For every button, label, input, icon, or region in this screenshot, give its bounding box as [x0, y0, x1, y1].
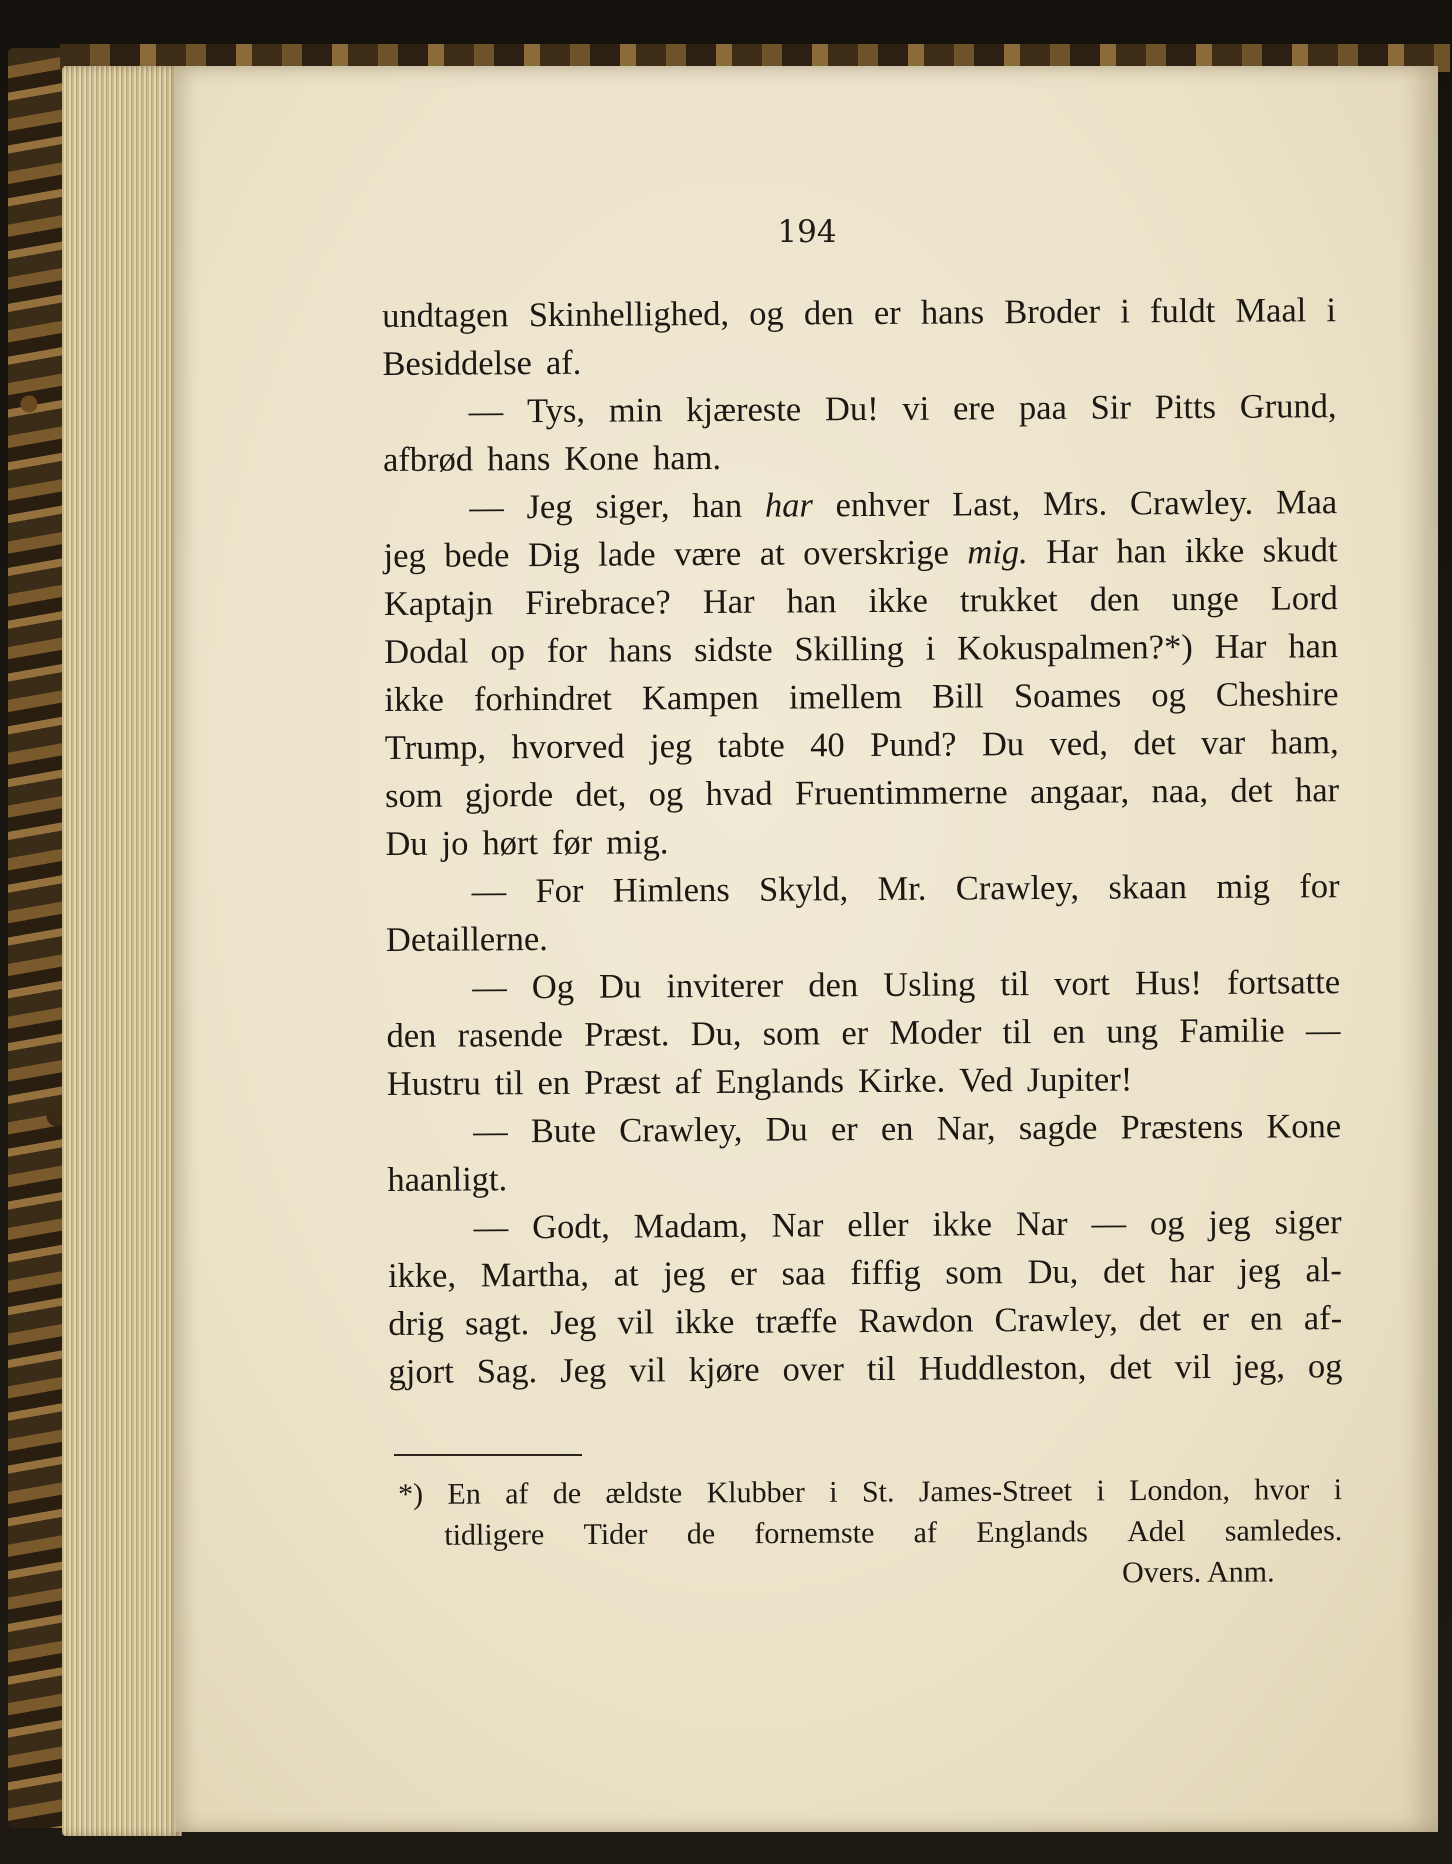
word: haanligt. [387, 1160, 508, 1199]
word: Jupiter! [1026, 1060, 1133, 1100]
text-line [383, 430, 1337, 484]
word: undtagen [382, 296, 509, 335]
word: hvor [1254, 1473, 1310, 1507]
word: Soames [1013, 676, 1122, 716]
text-line [384, 574, 1338, 628]
word: fortsatte [1226, 963, 1341, 1002]
word: Skinhellighed, [528, 294, 730, 335]
word: Last, [952, 485, 1021, 524]
word: jeg, [1233, 1347, 1286, 1386]
word: al- [1305, 1251, 1342, 1290]
word: at [759, 534, 785, 573]
word: hvad [705, 774, 773, 814]
word: Nar [771, 1206, 824, 1245]
word: bede [444, 536, 510, 575]
word: angaar, [1029, 772, 1130, 812]
word: Kone [1266, 1107, 1342, 1146]
word: som [384, 776, 443, 815]
text-line [387, 1054, 1341, 1108]
word: Trump, [384, 728, 487, 767]
word: ikke [384, 680, 445, 719]
word: Madam, [633, 1206, 748, 1246]
word: mig. [967, 533, 1028, 572]
word: er [1202, 1299, 1230, 1339]
word: Kone [564, 439, 640, 478]
word: en [1250, 1299, 1283, 1338]
text-line [385, 718, 1339, 772]
word: Besiddelse [382, 344, 533, 383]
word: og [648, 775, 684, 814]
text-line [386, 1006, 1340, 1060]
word: fornemste [754, 1516, 875, 1551]
word: det [1138, 1300, 1182, 1339]
word: vil [629, 1351, 666, 1390]
word: enhver [835, 485, 930, 525]
word: vi [902, 389, 930, 428]
word: har [1169, 1251, 1215, 1291]
word: for [546, 631, 588, 670]
word: Usling [883, 965, 976, 1004]
word: Klubber [706, 1475, 805, 1510]
word: tidligere [444, 1518, 545, 1552]
word: hans [920, 293, 985, 332]
text-line [383, 478, 1337, 532]
word: gjort [388, 1352, 454, 1391]
word: sidste [693, 630, 773, 670]
word: Pitts [1154, 387, 1217, 427]
word: det [1102, 1252, 1146, 1291]
word: Kokuspalmen?*) [956, 628, 1193, 668]
word: Adel [1127, 1514, 1186, 1549]
word: afbrød [382, 440, 474, 479]
word: mig [1216, 867, 1271, 906]
word: til [1000, 965, 1030, 1004]
word: Kaptajn [383, 584, 494, 623]
word: ham, [1270, 723, 1339, 762]
text-line [386, 958, 1340, 1012]
word: jeg [1208, 1203, 1251, 1242]
text-line [388, 1294, 1342, 1348]
text-line [382, 286, 1336, 340]
word: Har [1214, 627, 1267, 666]
text-line [387, 1102, 1341, 1156]
word: Dodal [384, 632, 469, 671]
word: overskrige [803, 533, 949, 573]
word: Crawley, [994, 1300, 1118, 1340]
word: — [471, 872, 507, 911]
word: en [1052, 1012, 1086, 1051]
word: Bill [931, 677, 984, 716]
word: — [473, 1208, 509, 1247]
text-line [385, 814, 1339, 868]
word: London, [1129, 1473, 1231, 1508]
word: vil [1174, 1347, 1212, 1387]
word: Præstens [1120, 1107, 1244, 1147]
word: Grund, [1239, 387, 1337, 426]
word: jeg [663, 1255, 706, 1294]
word: sagde [1018, 1108, 1098, 1148]
word: og [1307, 1347, 1343, 1386]
body-text [382, 286, 1343, 1396]
word: han [786, 582, 837, 621]
text-line [386, 910, 1340, 964]
word: Skyld, [758, 870, 849, 909]
word: Firebrace? [525, 583, 671, 623]
word: Skilling [794, 629, 904, 669]
word: paa [1018, 388, 1067, 428]
word: Cheshire [1215, 675, 1339, 714]
word: at [613, 1255, 639, 1294]
word: Har [1046, 532, 1099, 571]
text-line [384, 622, 1338, 676]
word: Mr. [877, 869, 927, 908]
word: rasende [457, 1015, 564, 1055]
word: Du [765, 1110, 808, 1149]
word: Nar, [936, 1109, 996, 1148]
word: Himlens [612, 870, 730, 910]
word: ikke [868, 581, 929, 621]
word: Rawdon [858, 1301, 974, 1341]
book-page [176, 66, 1438, 1832]
text-line [382, 334, 1336, 388]
word: ved, [1049, 724, 1109, 763]
word: de [552, 1477, 582, 1511]
word: af [674, 1063, 702, 1102]
word: det, [575, 775, 627, 814]
word: det [1133, 724, 1176, 763]
word: En [447, 1477, 481, 1511]
word: — [472, 968, 507, 1007]
word: jeg [649, 727, 693, 766]
word: tabte [717, 726, 785, 765]
word: og [1149, 1204, 1185, 1243]
word: over [782, 1350, 845, 1389]
text-line [383, 526, 1337, 580]
word: jo [441, 824, 469, 863]
word: fuldt [1149, 291, 1216, 331]
word: Martha, [480, 1255, 590, 1295]
word: imellem [788, 677, 903, 717]
text-line [388, 1246, 1342, 1300]
word: ung [1106, 1012, 1159, 1051]
word: og [749, 294, 784, 333]
word: Du [981, 725, 1025, 764]
word: Moder [889, 1013, 982, 1052]
word: den [808, 966, 859, 1005]
word: er [841, 1014, 869, 1053]
word: kjøre [688, 1350, 760, 1390]
word: Sir [1090, 388, 1131, 427]
word: — [468, 392, 504, 431]
word: skudt [1262, 531, 1338, 570]
text-line [383, 382, 1337, 436]
word: for [1299, 867, 1340, 906]
word: naa, [1151, 771, 1209, 811]
word: til [494, 1064, 524, 1103]
word: Sag. [476, 1352, 538, 1391]
word: ikke, [387, 1256, 457, 1295]
word: forhindret [473, 679, 613, 719]
text-line [386, 862, 1340, 916]
word: Crawley, [619, 1110, 743, 1150]
word: Har [702, 582, 755, 622]
word: Maal [1235, 291, 1307, 330]
word: i [1120, 292, 1130, 331]
word: gjorde [464, 775, 554, 815]
footnote-line [398, 1510, 1342, 1556]
word: Crawley. [1129, 483, 1254, 523]
word: og [1151, 676, 1186, 715]
word: skaan [1108, 868, 1188, 907]
word: Pund? [870, 725, 957, 765]
word: Crawley, [955, 868, 1080, 908]
word: han [692, 486, 743, 526]
text-line [387, 1150, 1341, 1204]
word: af- [1303, 1299, 1343, 1338]
word: er [873, 293, 901, 332]
word: i [1326, 291, 1337, 330]
word: hans [608, 631, 673, 670]
word: — [473, 1112, 508, 1151]
word: Jeg [550, 1303, 597, 1342]
word: kjæreste [686, 390, 802, 430]
word: i [829, 1475, 838, 1509]
word: Lord [1270, 579, 1338, 618]
word: ere [952, 389, 996, 428]
word: samledes. [1224, 1514, 1343, 1548]
word: som [945, 1253, 1003, 1292]
word: er [729, 1254, 758, 1293]
word: ikke [674, 1302, 735, 1342]
word: Englands [715, 1062, 845, 1101]
word: ældste [605, 1476, 683, 1510]
text-line [388, 1198, 1342, 1252]
word: Præst [583, 1063, 661, 1102]
word: mig. [606, 823, 669, 862]
word: drig [388, 1304, 444, 1343]
word: jeg [1238, 1251, 1281, 1290]
word: — [1305, 1011, 1341, 1050]
word: Kampen [641, 678, 759, 718]
word: Englands [976, 1515, 1088, 1549]
word: det [1109, 1348, 1152, 1387]
word: lade [598, 535, 656, 574]
word: Du, [690, 1014, 742, 1054]
footnote-signature: Overs. Anm. [1121, 1555, 1275, 1590]
word: hvorved [511, 727, 625, 767]
footnote-rule [394, 1454, 582, 1456]
text-line [388, 1342, 1342, 1396]
word: siger, [595, 487, 670, 526]
word: St. [861, 1475, 895, 1509]
word: Du [598, 967, 642, 1006]
word: Ved [959, 1061, 1013, 1100]
word: trukket [959, 580, 1058, 620]
word: min [608, 391, 663, 430]
word: er [830, 1110, 858, 1149]
word: den [803, 294, 854, 333]
word: den [386, 1016, 437, 1055]
word: en [537, 1063, 571, 1103]
word: til [866, 1349, 896, 1389]
word: var [1200, 723, 1246, 763]
word: Jeg [526, 487, 573, 527]
word: Hus! [1134, 964, 1203, 1003]
word: af [505, 1477, 529, 1511]
page-number: 194 [777, 214, 837, 250]
word: Tys, [526, 391, 586, 431]
word: det [1230, 771, 1273, 810]
word: Nar [1015, 1204, 1068, 1244]
word: ikke [932, 1205, 993, 1244]
word: ikke [1184, 531, 1245, 571]
footnote [398, 1469, 1343, 1597]
word: Familie [1179, 1011, 1285, 1051]
word: til [1002, 1013, 1032, 1052]
word: før [551, 823, 593, 862]
word: saa [781, 1254, 826, 1293]
text-line [384, 670, 1338, 724]
word: Jeg [560, 1351, 607, 1390]
word: Du! [824, 389, 879, 429]
word: i [1333, 1473, 1343, 1507]
word: Du, [1027, 1252, 1079, 1292]
word: inviterer [666, 966, 784, 1006]
word: — [1091, 1204, 1127, 1243]
word: Du [385, 824, 428, 863]
word: Tider [583, 1517, 648, 1552]
word: vil [617, 1303, 654, 1342]
word: vort [1054, 964, 1110, 1003]
word: unge [1171, 579, 1239, 619]
word: Fruentimmerne [794, 773, 1008, 813]
word: siger [1274, 1203, 1342, 1242]
word: Kirke. [857, 1061, 946, 1101]
word: som [762, 1014, 821, 1053]
word: Hustru [386, 1064, 481, 1103]
footnote-lines [398, 1469, 1342, 1556]
footnote-line [398, 1469, 1342, 1515]
word: hørt [482, 824, 539, 863]
word: Maa [1275, 483, 1338, 522]
word: de [686, 1517, 716, 1551]
word: træffe [755, 1302, 838, 1341]
word: den [1089, 580, 1140, 619]
text-line [385, 766, 1339, 820]
word: jeg [383, 536, 426, 575]
word: være [674, 534, 742, 574]
word: af [913, 1516, 938, 1550]
word: Huddleston, [918, 1348, 1087, 1388]
word: Dig [527, 535, 580, 575]
word: har [1294, 771, 1340, 810]
word: — [469, 488, 504, 527]
word: Og [531, 967, 575, 1007]
word: af. [545, 343, 582, 382]
word: Bute [530, 1111, 597, 1151]
word: Mrs. [1042, 484, 1108, 523]
word: har [764, 486, 813, 525]
word: Detaillerne. [385, 919, 548, 959]
word: 40 [810, 726, 845, 765]
word: ham. [652, 438, 722, 478]
word: sagt. [464, 1304, 530, 1343]
word: en [880, 1109, 914, 1148]
word: hans [486, 439, 551, 479]
word: op [490, 632, 526, 671]
word: han [1116, 532, 1167, 571]
page-edges [62, 66, 182, 1836]
word: James-Street [918, 1474, 1073, 1509]
word: Broder [1004, 292, 1101, 332]
word: i [925, 629, 936, 668]
word: fiffig [850, 1253, 921, 1293]
word: eller [847, 1205, 909, 1245]
word: Præst. [584, 1015, 670, 1054]
word: Godt, [532, 1207, 610, 1247]
word: For [535, 871, 584, 911]
word: *) [398, 1477, 424, 1511]
word: han [1288, 627, 1339, 666]
word: i [1096, 1474, 1105, 1508]
